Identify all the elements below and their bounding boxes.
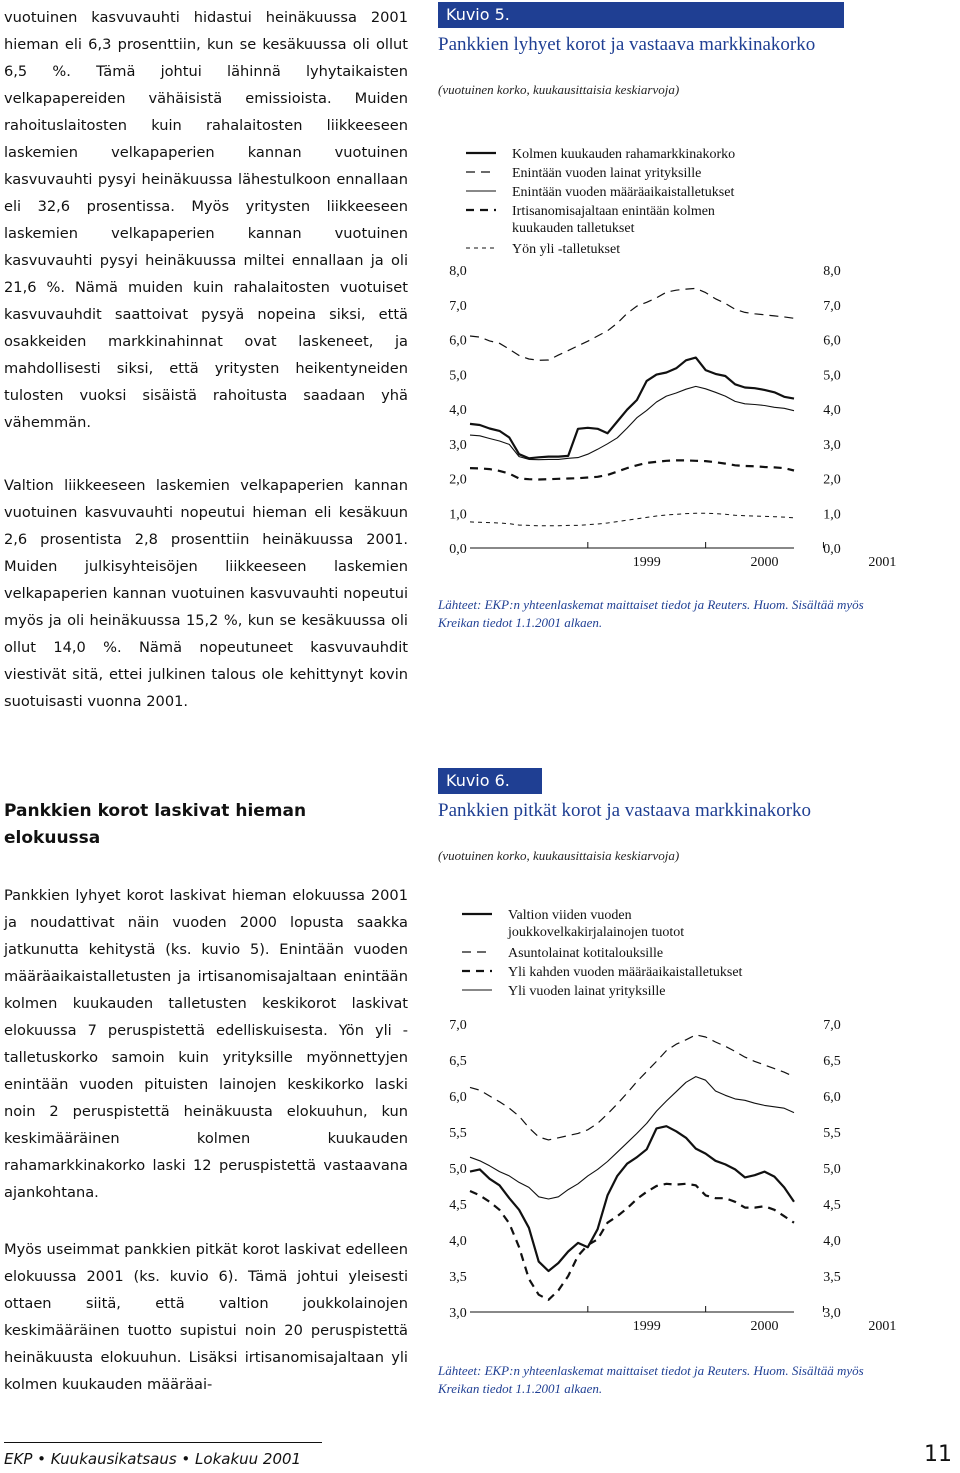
y-tick-right: 4,0 [823, 403, 841, 418]
figure-5-source: Lähteet: EKP:n yhteenlaskemat maittaiset tiedot ja Reuters. Huom. Sisältää myös Kreikan tiedot 1.1.2001 alkaen. [438, 597, 864, 630]
x-tick-label: 2000 [750, 1319, 779, 1334]
y-tick-left: 0,0 [449, 542, 467, 557]
legend-label: Asuntolainat kotitalouksille [508, 946, 664, 961]
figure-6-source: Lähteet: EKP:n yhteenlaskemat maittaiset tiedot ja Reuters. Huom. Sisältää myös Kreikan tiedot 1.1.2001 alkaen. [438, 1363, 864, 1396]
legend-label: kuukauden talletukset [512, 221, 635, 236]
y-tick-left: 4,0 [449, 403, 467, 418]
figure-6-title: Pankkien pitkät korot ja vastaava markkinakorko [438, 800, 812, 821]
y-tick-right: 2,0 [823, 472, 841, 488]
figure-6-chart [430, 900, 897, 1340]
page-number: 11 [924, 1442, 952, 1467]
y-tick-right: 7,0 [823, 298, 841, 314]
y-tick-right: 6,0 [823, 333, 841, 349]
series-line [470, 1077, 794, 1199]
y-tick-left: 5,0 [449, 1162, 467, 1177]
x-tick-label: 1999 [632, 555, 661, 570]
y-tick-right: 3,0 [823, 437, 841, 453]
section-heading: Pankkien korot laskivat hieman elokuussa [4, 801, 307, 848]
figure-5-tag: Kuvio 5. [438, 2, 844, 28]
y-tick-right: 3,0 [823, 1306, 841, 1321]
body-paragraph-2: Valtion liikkeeseen laskemien velkapaperien kannan vuotuinen kasvuvauhti nopeutui hieman eli kesäkuun 2,6 prosentista 2,8 prosenttiin heinäkuussa 2001. Muiden julkisyhteisöjen liikkeeseen laskemien velkapaperien kannan vuotuinen kasvuvauhti nopeutui myös ja oli heinäkuussa 15,2 %, kun se kesäkuussa oli ollut 14,0 %. Nämä nopeutuneet kasvuvauhdit viestivät sitä, ettei julkinen talous ole kehittynyt kovin suotuisasti vuonna 2001. [4, 477, 408, 710]
legend-label: Yön yli -talletukset [512, 242, 621, 257]
x-tick-label: 2000 [750, 555, 779, 570]
y-tick-right: 3,5 [823, 1270, 841, 1285]
legend-label: Irtisanomisajaltaan enintään kolmen [512, 204, 715, 219]
y-tick-right: 6,5 [823, 1054, 841, 1069]
series-line [470, 358, 794, 459]
x-tick-label: 2001 [868, 1319, 897, 1334]
figure-5-subtitle: (vuotuinen korko, kuukausittaisia keskiarvoja) [438, 82, 680, 97]
body-paragraph-4: Myös useimmat pankkien pitkät korot laskivat edelleen elokuussa 2001 (ks. kuvio 6). Tämä johtui yleisesti ottaen siitä, että valtion joukkolainojen keskimääräinen tuotto supistui noin 20 peruspistettä heinäkuusta elokuuhun. Lisäksi irtisanomisajaltaan yli kolmen kuukauden määräai- [4, 1241, 408, 1393]
y-tick-right: 5,5 [823, 1126, 841, 1141]
footer-publication: EKP • Kuukausikatsaus • Lokakuu 2001 [4, 1450, 302, 1468]
y-tick-right: 0,0 [823, 542, 841, 557]
y-tick-right: 4,0 [823, 1234, 841, 1249]
y-tick-right: 7,0 [823, 1018, 841, 1033]
y-tick-right: 8,0 [823, 264, 841, 279]
y-tick-left: 7,0 [449, 298, 467, 314]
y-tick-left: 4,5 [449, 1198, 467, 1213]
x-tick-label: 1999 [632, 1319, 661, 1334]
footer-rule [4, 1442, 322, 1443]
legend-label: Yli kahden vuoden määräaikaistalletukset [508, 965, 743, 980]
y-tick-left: 4,0 [449, 1234, 467, 1249]
y-tick-left: 3,0 [449, 437, 467, 453]
series-line [470, 1184, 794, 1300]
series-line [470, 288, 794, 360]
y-tick-right: 4,5 [823, 1198, 841, 1213]
figure-5-chart [430, 140, 897, 580]
legend-label: Enintään vuoden lainat yrityksille [512, 166, 702, 181]
legend-label: Yli vuoden lainat yrityksille [508, 984, 666, 999]
series-line [470, 460, 794, 479]
y-tick-left: 6,0 [449, 333, 467, 349]
series-line [470, 386, 794, 459]
y-tick-right: 1,0 [823, 507, 841, 523]
body-paragraph-1: vuotuinen kasvuvauhti hidastui heinäkuussa 2001 hieman eli 6,3 prosenttiin, kun se kesäkuussa oli ollut 6,5 %. Tämä johtui lähinnä lyhytaikaisten velkapapereiden vähäisistä emissioista. Muiden rahoituslaitosten kuin rahalaitosten liikkeeseen laskemien velkapaperien kannan vuotuinen kasvuvauhti pysyi heinäkuussa lähestulkoon ennallaan eli 32,6 prosentissa. Myös yritysten liikkeeseen laskemien velkapaperien kannan vuotuinen kasvuvauhti pysyi heinäkuussa miltei ennallaan ja oli 21,6 %. Nämä muiden kuin rahalaitosten vuotuiset kasvuvauhdit saattoivat pysyä nopeina siksi, että osakkeiden markkinahinnat ovat laskeneet, ja mahdollisesti siksi, että yritysten heikentyneiden tulosten vuoksi sisäistä rahoitusta saadaan yhä vähemmän. [4, 9, 408, 431]
series-line [470, 1126, 794, 1271]
series-line [470, 513, 794, 526]
series-line [470, 1035, 794, 1140]
figure-5-title: Pankkien lyhyet korot ja vastaava markkinakorko [438, 34, 816, 55]
y-tick-left: 3,0 [449, 1306, 467, 1321]
legend-label: Valtion viiden vuoden [508, 908, 632, 923]
y-tick-left: 8,0 [449, 264, 467, 279]
y-tick-left: 5,0 [449, 368, 467, 384]
y-tick-right: 5,0 [823, 1162, 841, 1177]
y-tick-left: 3,5 [449, 1270, 467, 1285]
figure-6-subtitle: (vuotuinen korko, kuukausittaisia keskiarvoja) [438, 848, 680, 863]
y-tick-left: 6,0 [449, 1090, 467, 1105]
y-tick-left: 1,0 [449, 507, 467, 523]
y-tick-right: 6,0 [823, 1090, 841, 1105]
legend-label: Enintään vuoden määräaikaistalletukset [512, 185, 735, 200]
y-tick-left: 5,5 [449, 1126, 467, 1141]
y-tick-left: 6,5 [449, 1054, 467, 1069]
y-tick-left: 7,0 [449, 1018, 467, 1033]
legend-label: Kolmen kuukauden rahamarkkinakorko [512, 147, 736, 162]
x-tick-label: 2001 [868, 555, 897, 570]
y-tick-left: 2,0 [449, 472, 467, 488]
y-tick-right: 5,0 [823, 368, 841, 384]
figure-6-tag: Kuvio 6. [438, 768, 542, 794]
legend-label: joukkovelkakirjalainojen tuotot [508, 925, 685, 940]
body-paragraph-3: Pankkien lyhyet korot laskivat hieman elokuussa 2001 ja noudattivat näin vuoden 2000 lopusta saakka jatkunutta kehitystä (ks. kuvio 5). Enintään vuoden määräaikaistalletusten ja irtisanomisajaltaan enintään kolmen kuukauden talletusten keskikorot laskivat elokuussa 7 peruspistettä edelliskuisesta. Yön yli -talletuskorko samoin kuin yrityksille myönnettyjen enintään vuoden pituisten lainojen keskikorko laski noin 2 peruspistettä heinäkuusta elokuuhun, kun keskimääräinen kolmen kuukauden rahamarkkinakorko laski 12 peruspistettä vastaavana ajankohtana. [4, 887, 408, 1201]
